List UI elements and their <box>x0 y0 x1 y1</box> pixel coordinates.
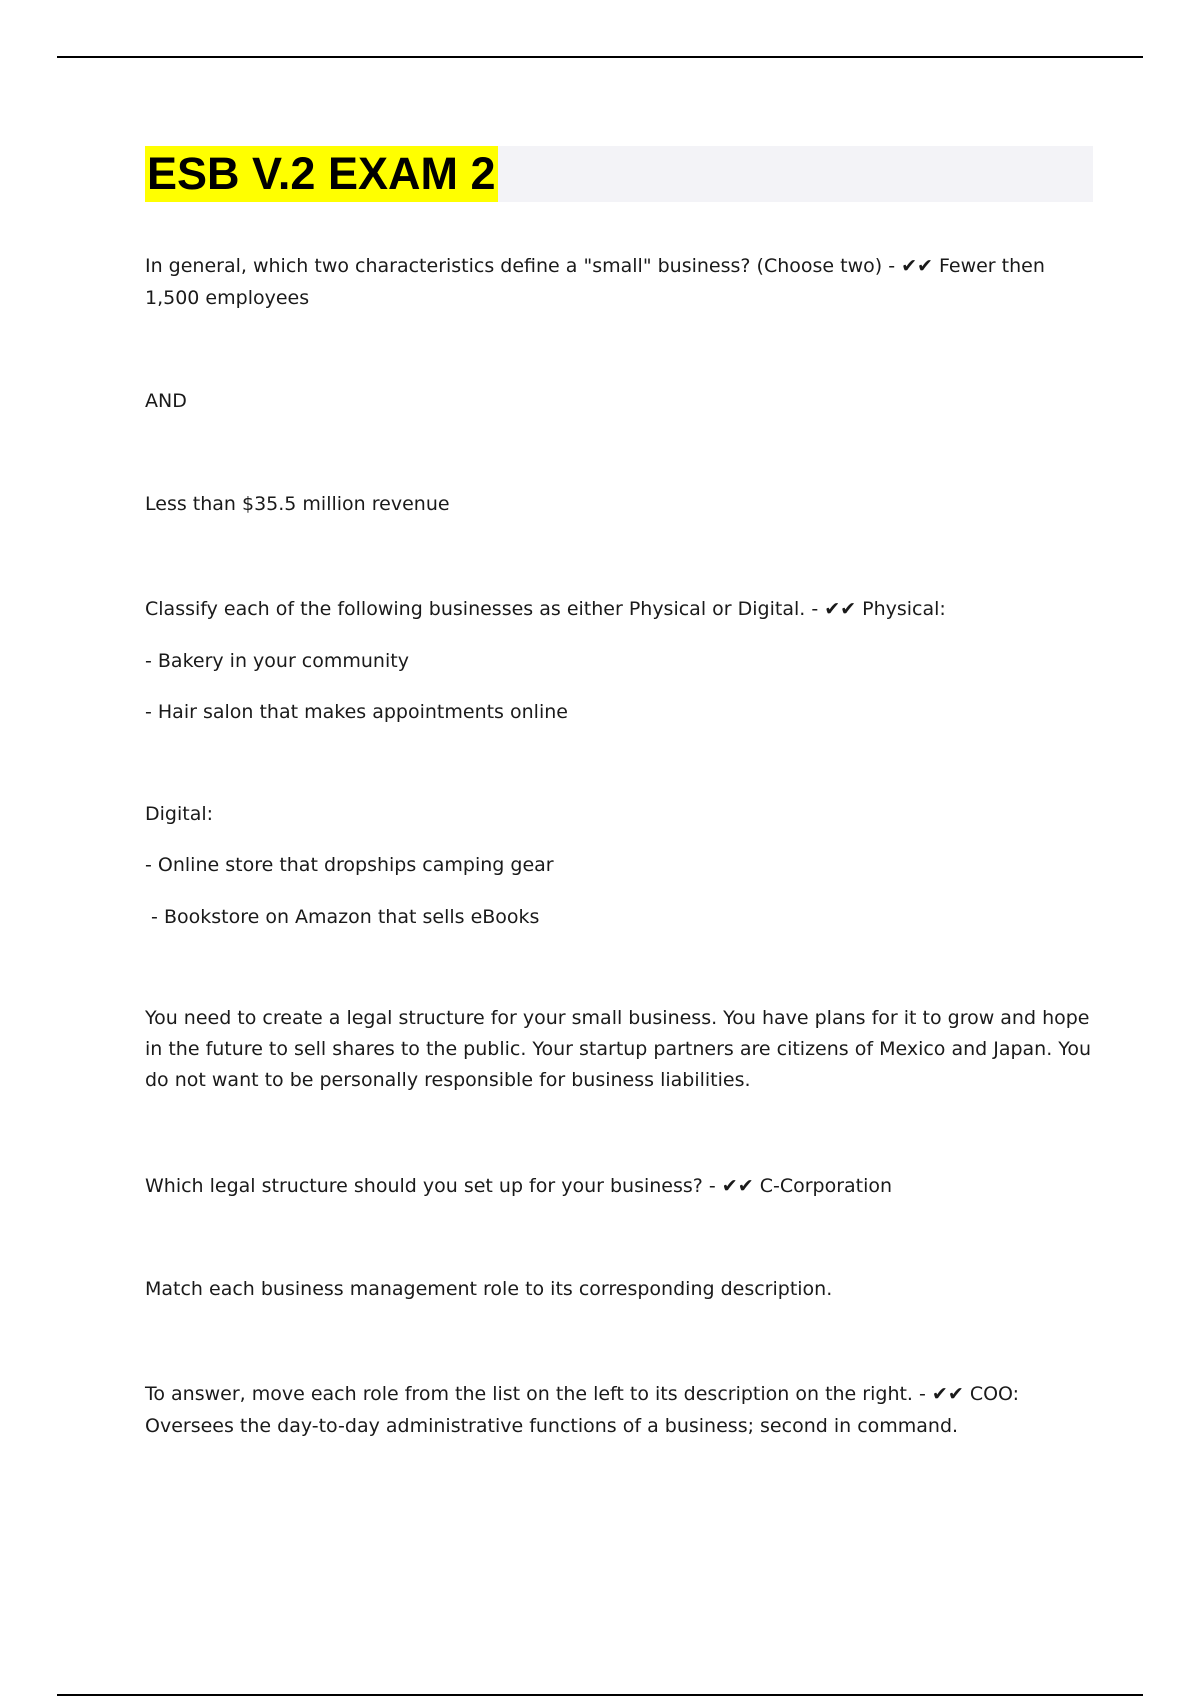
digital-item-bookstore: - Bookstore on Amazon that sells eBooks <box>145 906 540 928</box>
physical-item-salon: - Hair salon that makes appointments online <box>145 701 568 723</box>
question-2-text: Classify each of the following businesses as either Physical or Digital. <box>145 598 806 620</box>
check-icon: - ✔✔ <box>912 1383 964 1405</box>
question-4-answer-continued: Oversees the day-to-day administrative functions of a business; second in command. <box>145 1415 959 1437</box>
question-1 <box>145 250 1095 282</box>
answer-and: AND <box>145 390 187 412</box>
digital-label: Digital: <box>145 803 214 825</box>
question-3-scenario: You need to create a legal structure for your small business. You have plans for it to grow and hope in the future to sell shares to the public. Your startup partners are citizens of Mexico and Japan. You do not want to be personally responsible for business liabilities. <box>145 1007 1098 1091</box>
question-4-intro: Match each business management role to its corresponding description. <box>145 1278 833 1300</box>
question-1-answer: Fewer then <box>938 255 1045 277</box>
question-3-answer: C-Corporation <box>759 1175 893 1197</box>
digital-item-store: - Online store that dropships camping gear <box>145 854 554 876</box>
question-4-answer: COO: <box>969 1383 1020 1405</box>
physical-item-bakery: - Bakery in your community <box>145 650 409 672</box>
question-3-text: Which legal structure should you set up for your business? <box>145 1175 703 1197</box>
question-4-text: To answer, move each role from the list on the left to its description on the right. <box>145 1383 913 1405</box>
bottom-rule <box>57 1694 1143 1696</box>
check-icon: - ✔✔ <box>702 1175 754 1197</box>
question-2 <box>145 593 1095 625</box>
physical-label: Physical: <box>862 598 946 620</box>
check-icon: - ✔✔ <box>805 598 857 620</box>
question-1-answer-continued: 1,500 employees <box>145 287 310 309</box>
check-icon: - ✔✔ <box>882 255 933 277</box>
top-rule <box>57 56 1143 58</box>
question-4 <box>145 1378 1095 1410</box>
document-title: ESB V.2 EXAM 2 <box>145 146 498 202</box>
question-1-text: In general, which two characteristics define a "small" business? (Choose two) <box>145 255 883 277</box>
question-1-answer-2: Less than $35.5 million revenue <box>145 493 450 515</box>
question-3 <box>145 1170 1095 1202</box>
